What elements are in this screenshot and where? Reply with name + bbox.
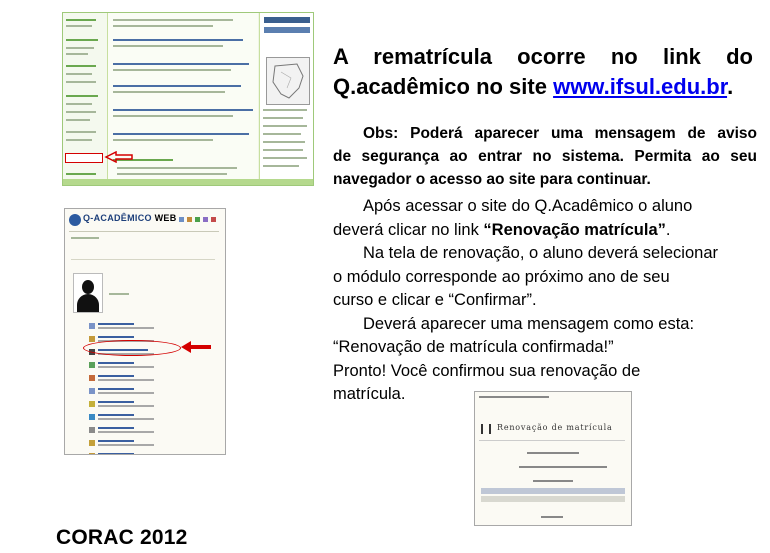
logo-text: Q-ACADÊMICO bbox=[83, 213, 152, 223]
step-line: Pronto! Você confirmou sua renovação de bbox=[333, 361, 641, 380]
main-heading: A rematrícula ocorre no link do bbox=[333, 44, 753, 69]
menu-item bbox=[89, 399, 219, 410]
step-line: Após acessar o site do Q.Acadêmico o aluno bbox=[363, 197, 693, 215]
note-line: de segurança ao entrar no sistema. Permita ao seu bbox=[333, 148, 757, 165]
qacademico-link-highlight bbox=[65, 153, 103, 163]
step-line: o módulo corresponde ao próximo ano de seu bbox=[333, 267, 670, 286]
pointer-arrow-icon bbox=[104, 151, 134, 163]
note-line: Obs: Poderá aparecer uma mensagem de aviso bbox=[363, 125, 757, 142]
qacademico-screenshot bbox=[64, 208, 226, 455]
site-right-banner-2 bbox=[264, 27, 310, 33]
renovacao-title-text: Renovação de matrícula bbox=[497, 423, 613, 432]
menu-item bbox=[89, 386, 219, 397]
main-heading-line2: Q.acadêmico no site www.ifsul.edu.br. bbox=[333, 74, 734, 99]
step-line: Na tela de renovação, o aluno deverá selecionar bbox=[363, 244, 718, 262]
pointer-arrow-icon bbox=[181, 341, 211, 353]
step-line: “Renovação de matrícula confirmada!” bbox=[333, 338, 614, 356]
menu-item bbox=[89, 373, 219, 384]
instructions bbox=[333, 195, 763, 407]
qacademico-logo bbox=[69, 213, 177, 227]
menu-item bbox=[89, 412, 219, 423]
step-line: deverá clicar no link “Renovação matrícula”. bbox=[333, 220, 671, 239]
renovacao-screenshot bbox=[474, 391, 632, 526]
security-note bbox=[333, 122, 757, 191]
note-line: navegador o acesso ao site para continuar. bbox=[333, 171, 651, 188]
ifsul-site-screenshot bbox=[62, 12, 314, 186]
site-right-column bbox=[259, 13, 314, 185]
menu-item bbox=[89, 425, 219, 436]
logo-suffix: WEB bbox=[154, 213, 177, 223]
menu-item bbox=[89, 438, 219, 449]
menu-item bbox=[89, 451, 219, 455]
renovacao-title bbox=[481, 422, 621, 436]
step-line: curso e clicar e “Confirmar”. bbox=[333, 291, 537, 309]
step-line: Deverá aparecer uma mensagem como esta: bbox=[363, 314, 695, 333]
logo-circle-icon bbox=[69, 214, 81, 226]
menu-item bbox=[89, 321, 219, 332]
student-avatar bbox=[73, 273, 103, 313]
footer-text: CORAC 2012 bbox=[56, 526, 188, 549]
renovacao-link-label: “Renovação matrícula” bbox=[483, 220, 666, 239]
pause-icon bbox=[481, 424, 491, 434]
renovacao-link-highlight bbox=[83, 340, 181, 356]
menu-item bbox=[89, 360, 219, 371]
toolbar-icons bbox=[179, 217, 219, 222]
ifsul-site-link[interactable]: www.ifsul.edu.br bbox=[553, 74, 728, 99]
step-line: matrícula. bbox=[333, 385, 406, 403]
site-right-banner bbox=[264, 17, 310, 23]
site-footer-band bbox=[63, 179, 313, 185]
state-map-image bbox=[266, 57, 310, 105]
